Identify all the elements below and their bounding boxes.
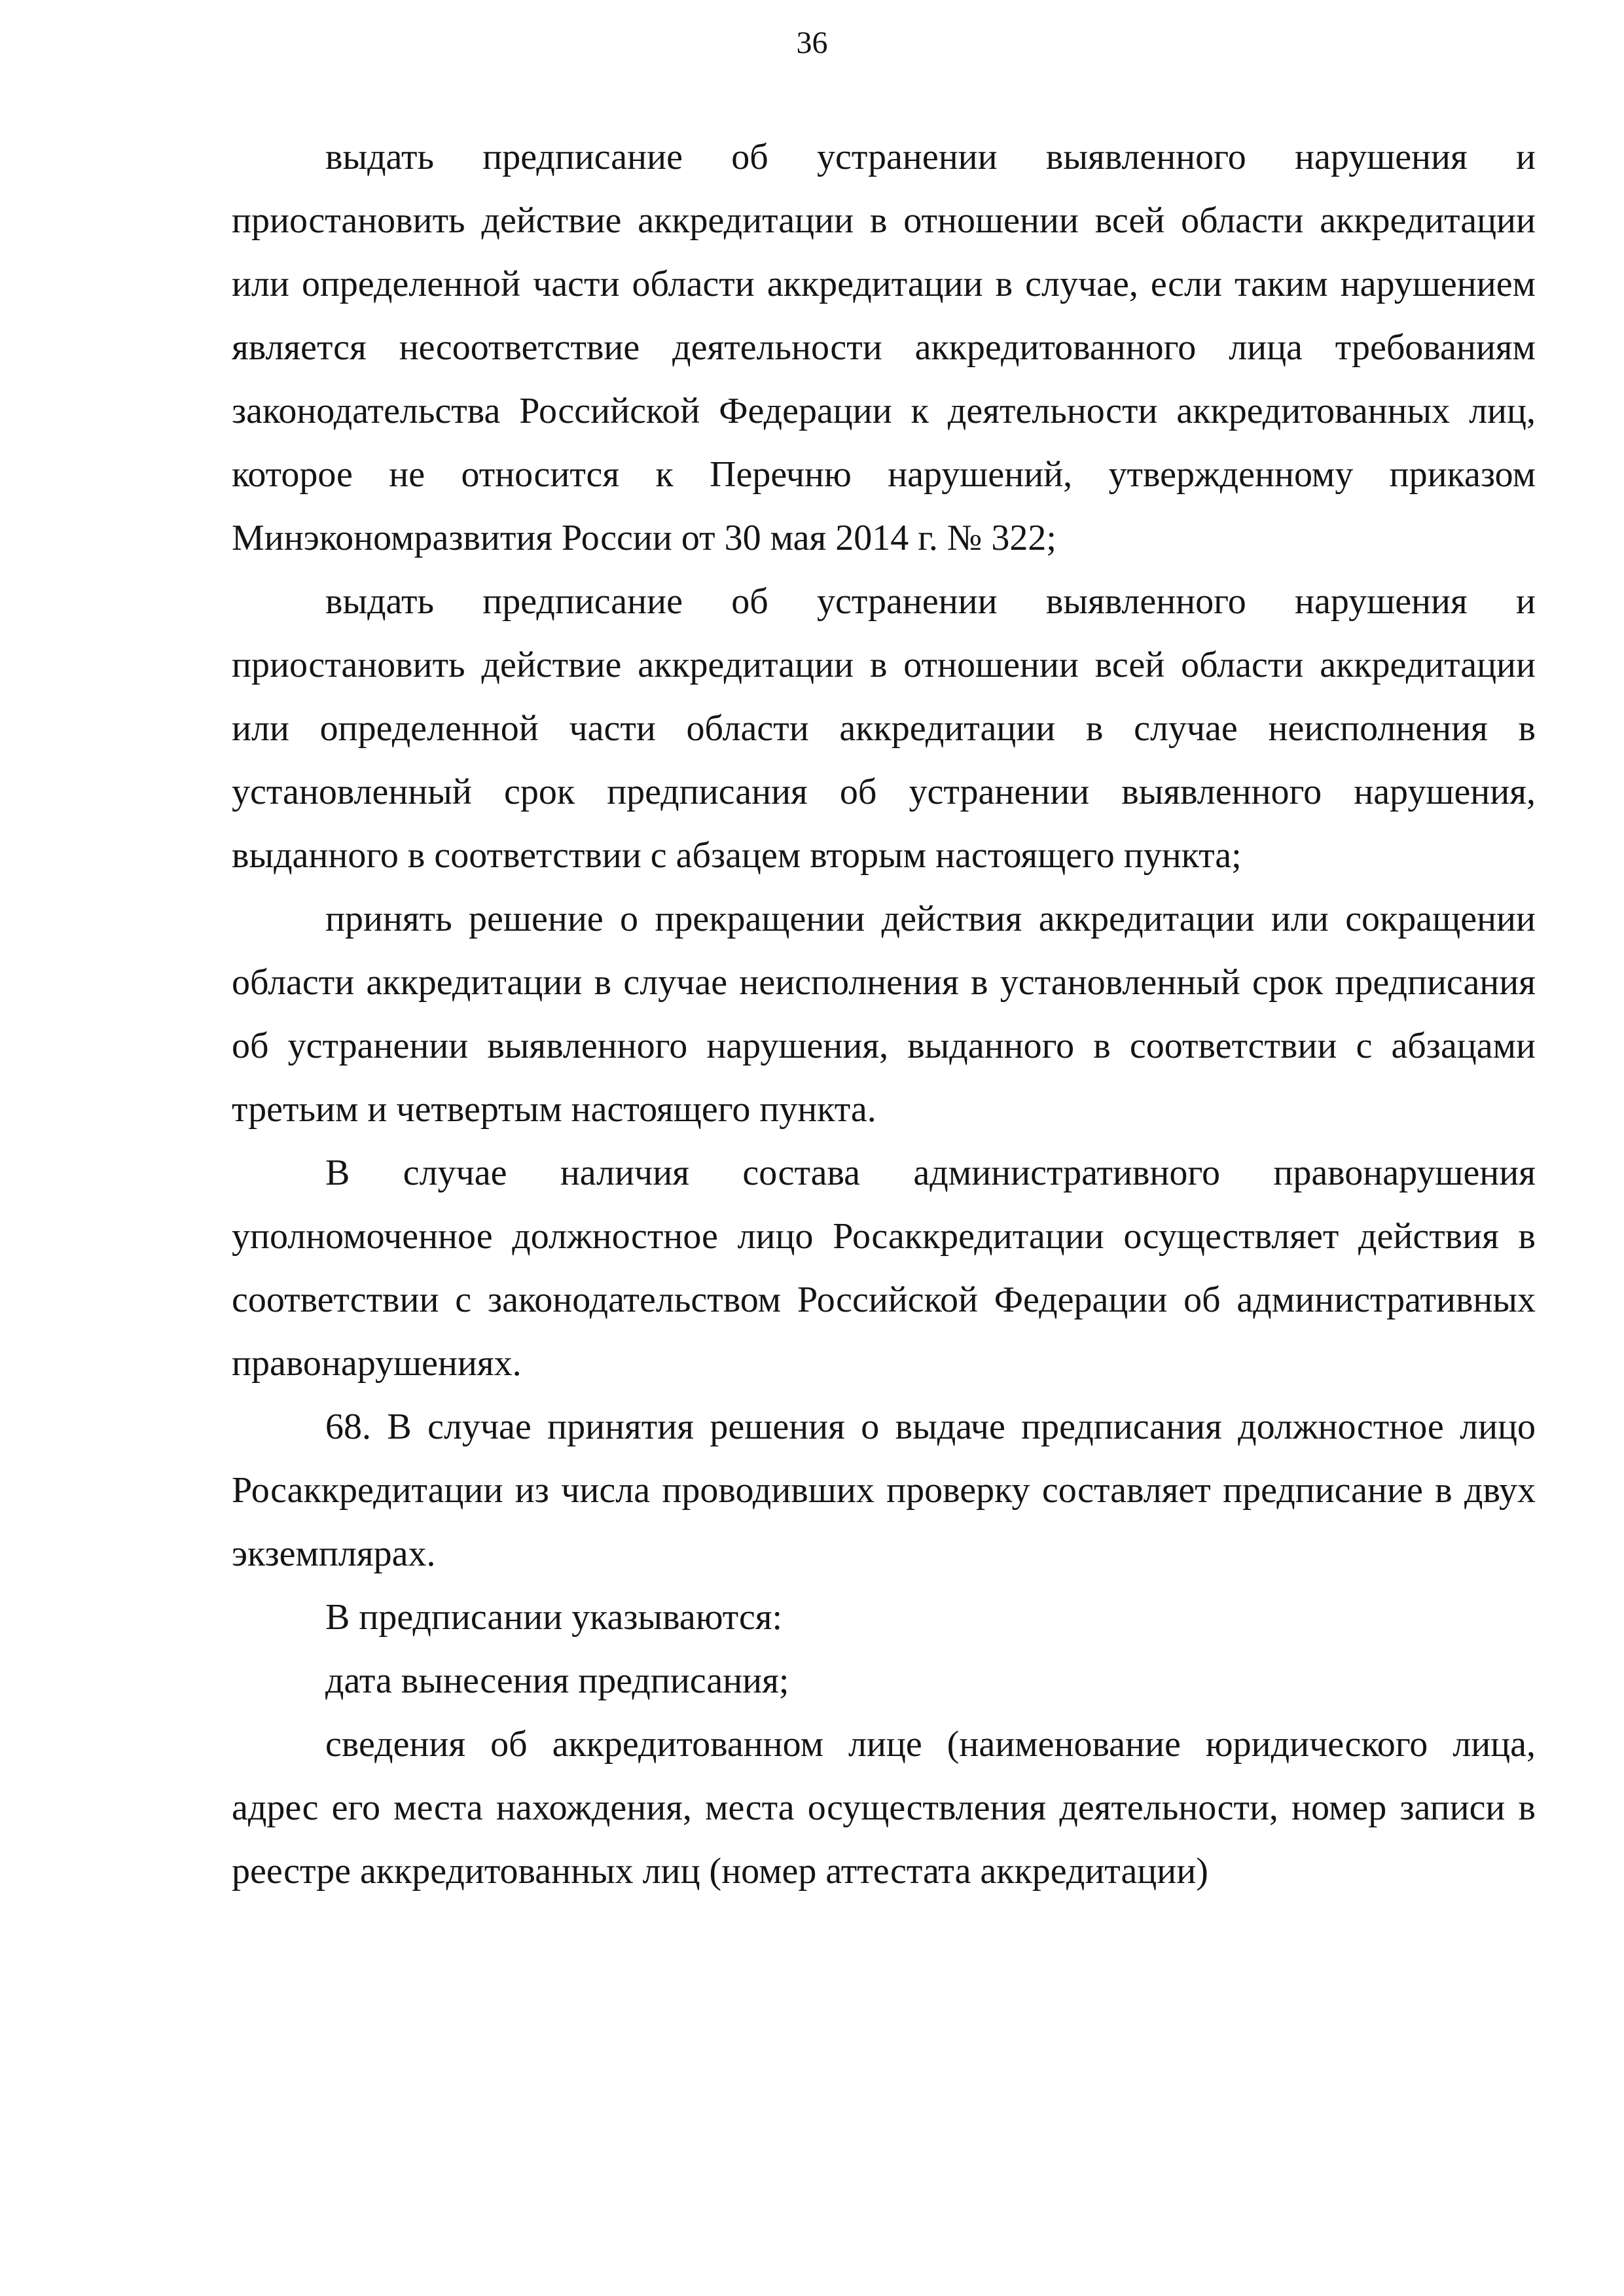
document-body [232, 126, 1536, 1903]
paragraph-order-contents-intro: В предписании указываются: [325, 1597, 783, 1638]
paragraph-accredited-person-info: сведения об аккредитованном лице (наименование юридического лица, адрес его места нахождения, места осуществления деятельности, номер записи в реестре аккредитованных лиц (номер аттестата аккредитации) [232, 1724, 1536, 1892]
page-number: 36 [796, 26, 828, 60]
paragraph-issue-order-noncompliance: выдать предписание об устранении выявленного нарушения и приостановить действие аккредитации в отношении всей области аккредитации или определенной части области аккредитации в случае неисполнения в установленный срок предписания об устранении выявленного нарушения, выданного в соответствии с абзацем вторым настоящего пункта; [232, 581, 1536, 876]
paragraph-administrative-offense: В случае наличия состава административного правонарушения уполномоченное должностное лицо Росаккредитации осуществляет действия в соответствии с законодательством Российской Федерации об административных правонарушениях. [232, 1153, 1536, 1384]
paragraph-terminate-accreditation: принять решение о прекращении действия аккредитации или сокращении области аккредитации в случае неисполнения в установленный срок предписания об устранении выявленного нарушения, выданного в соответствии с абзацами третьим и четвертым настоящего пункта. [232, 899, 1536, 1130]
paragraph-item-68: 68. В случае принятия решения о выдаче предписания должностное лицо Росаккредитации из числа проводивших проверку составляет предписание в двух экземплярах. [232, 1407, 1536, 1574]
paragraph-order-date: дата вынесения предписания; [325, 1660, 789, 1701]
paragraph-issue-order-suspend: выдать предписание об устранении выявленного нарушения и приостановить действие аккредитации в отношении всей области аккредитации или определенной части области аккредитации в случае, если таким нарушением является несоответствие деятельности аккредитованного лица требованиям законодательства Российской Федерации к деятельности аккредитованных лиц, которое не относится к Перечню нарушений, утвержденному приказом Минэкономразвития России от 30 мая 2014 г. № 322; [232, 137, 1536, 558]
